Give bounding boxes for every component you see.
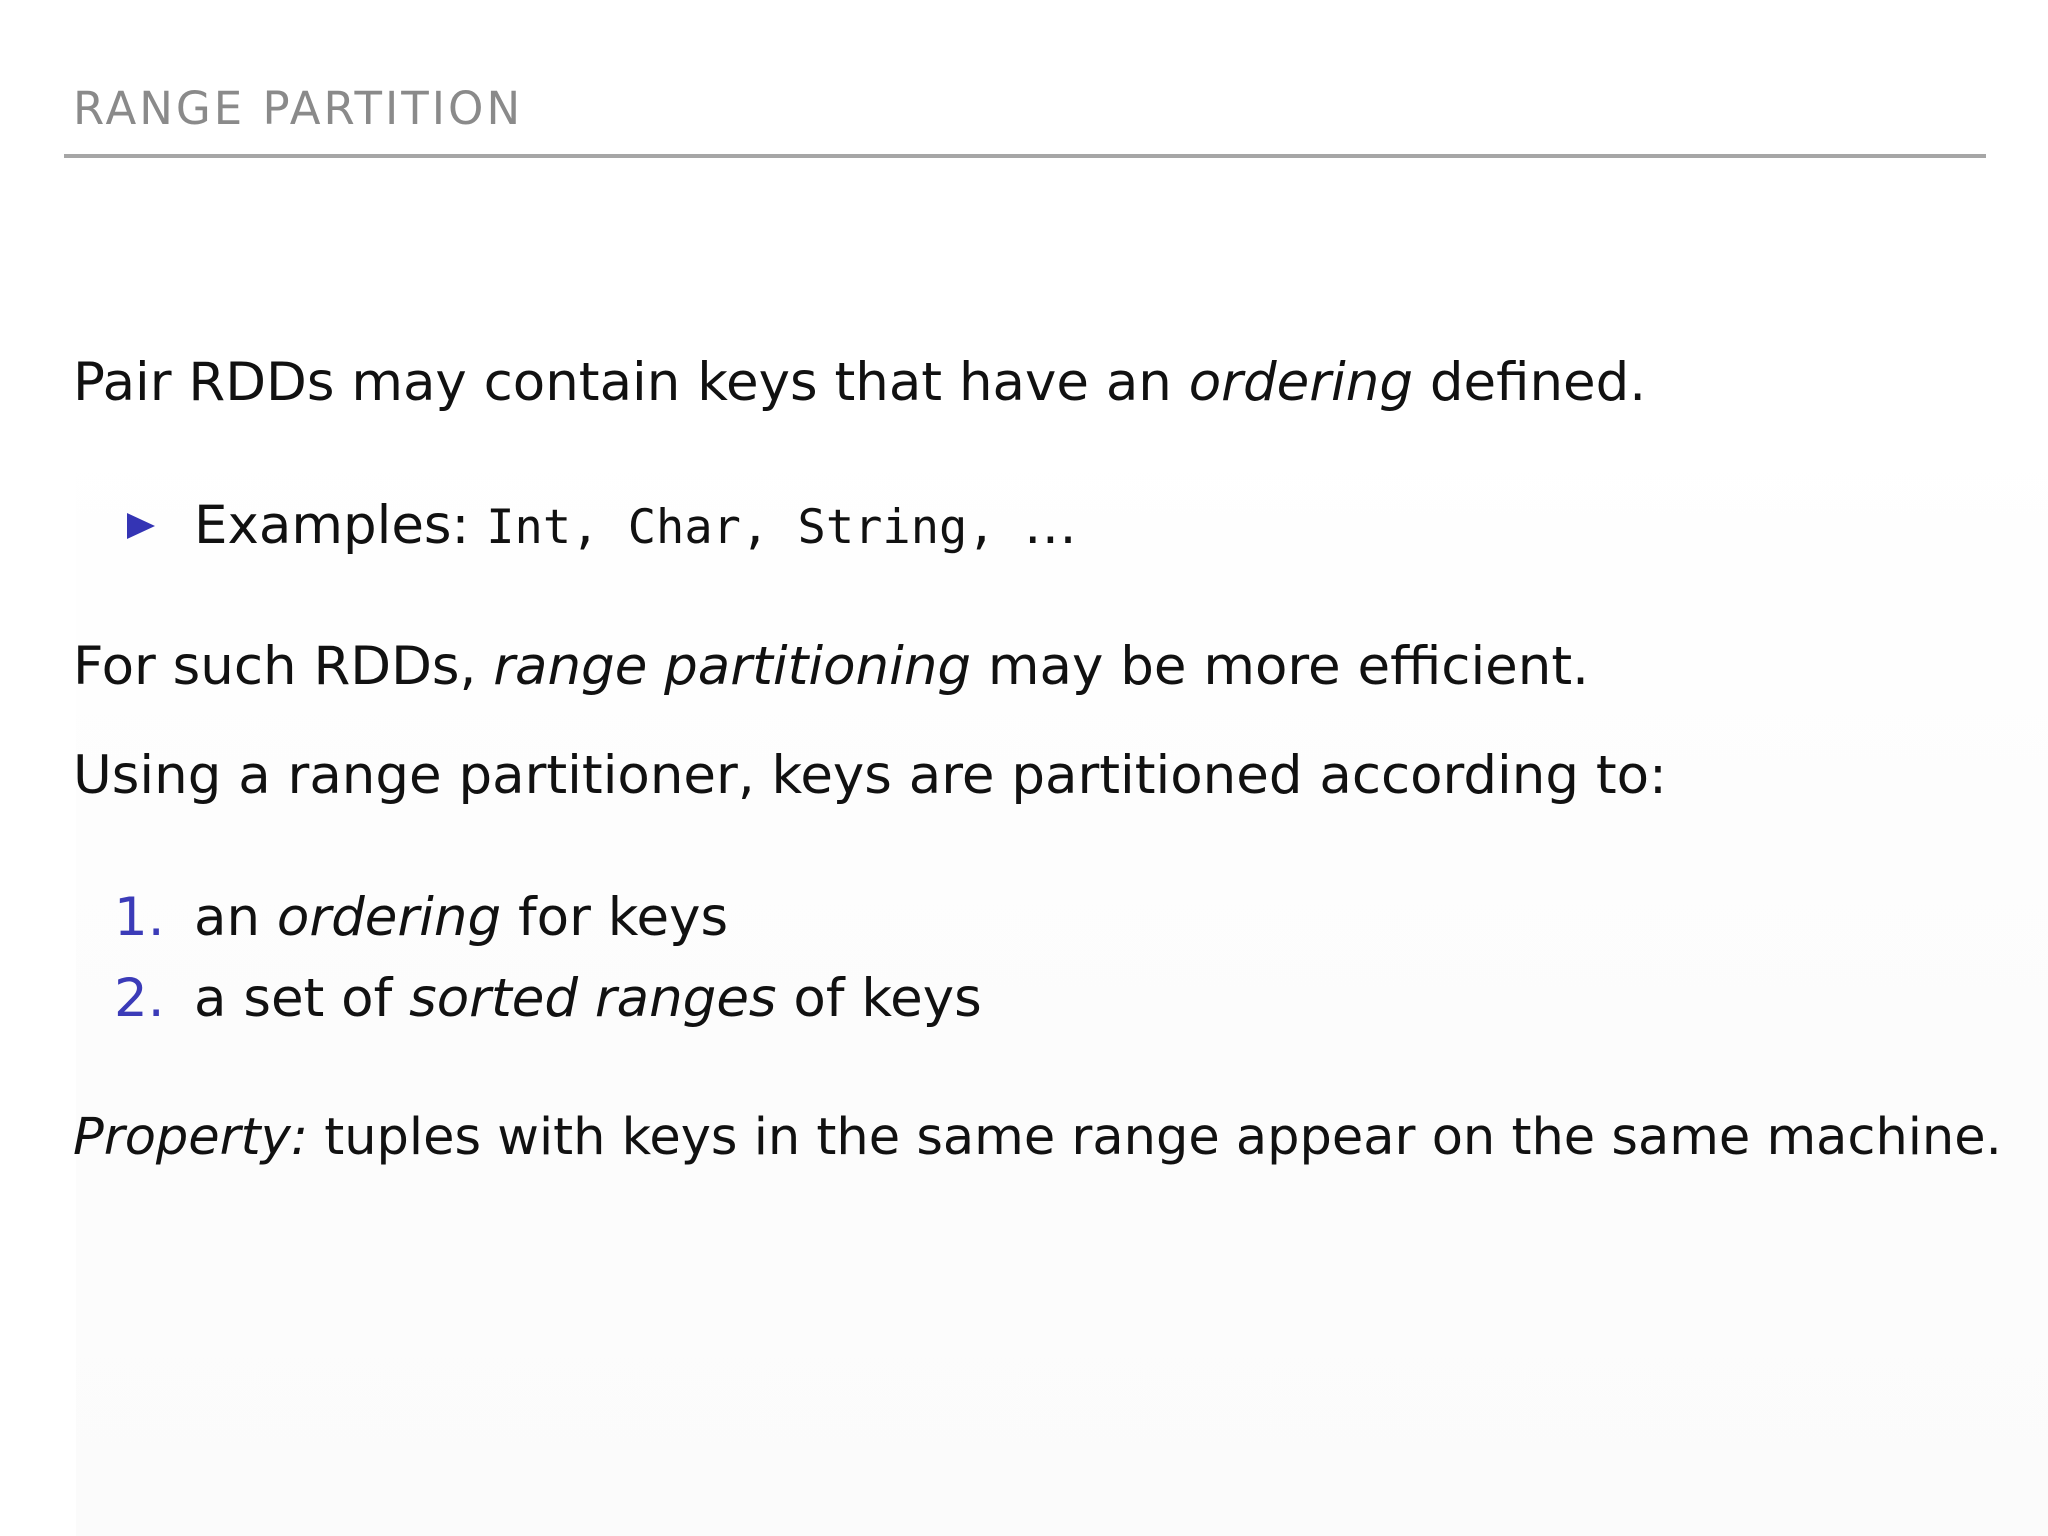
- partitioner-sentence: Using a range partitioner, keys are partitioned according to:: [73, 745, 1667, 806]
- intro-text-after: defined.: [1412, 352, 1647, 413]
- efficiency-text-before: For such RDDs,: [73, 636, 494, 697]
- examples-line: Examples: Int, Char, String, …: [194, 495, 1077, 556]
- list-item-2-text-after: of keys: [776, 968, 982, 1029]
- list-item-sorted-ranges: [194, 968, 982, 1029]
- slide-title: RANGE PARTITION: [73, 82, 524, 135]
- examples-label: Examples:: [194, 495, 470, 556]
- list-item-1-text-before: an: [194, 887, 277, 948]
- list-item-1-emphasis: ordering: [276, 887, 502, 948]
- list-number-1: 1.: [114, 887, 165, 948]
- type-int: Int: [486, 500, 572, 555]
- list-item-ordering: [194, 887, 729, 948]
- property-text: tuples with keys in the same range appear on the same machine.: [308, 1108, 2002, 1167]
- intro-text-before: Pair RDDs may contain keys that have an: [73, 352, 1189, 413]
- efficiency-text-after: may be more efficient.: [971, 636, 1589, 697]
- type-char: Char: [627, 500, 741, 555]
- list-item-2-text-before: a set of: [194, 968, 410, 1029]
- type-string: String: [797, 500, 968, 555]
- triangle-bullet-icon: [127, 513, 155, 539]
- list-item-1-text-after: for keys: [501, 887, 729, 948]
- property-label: Property:: [73, 1108, 309, 1167]
- efficiency-sentence: [73, 636, 1589, 697]
- title-divider: [64, 154, 1986, 158]
- intro-emphasis: ordering: [1188, 352, 1413, 413]
- list-item-2-emphasis: sorted ranges: [409, 968, 777, 1029]
- intro-sentence: [73, 352, 1647, 413]
- list-number-2: 2.: [114, 968, 165, 1029]
- examples-ellipsis: …: [1023, 495, 1077, 556]
- efficiency-emphasis: range partitioning: [493, 636, 972, 697]
- property-sentence: [73, 1108, 2002, 1167]
